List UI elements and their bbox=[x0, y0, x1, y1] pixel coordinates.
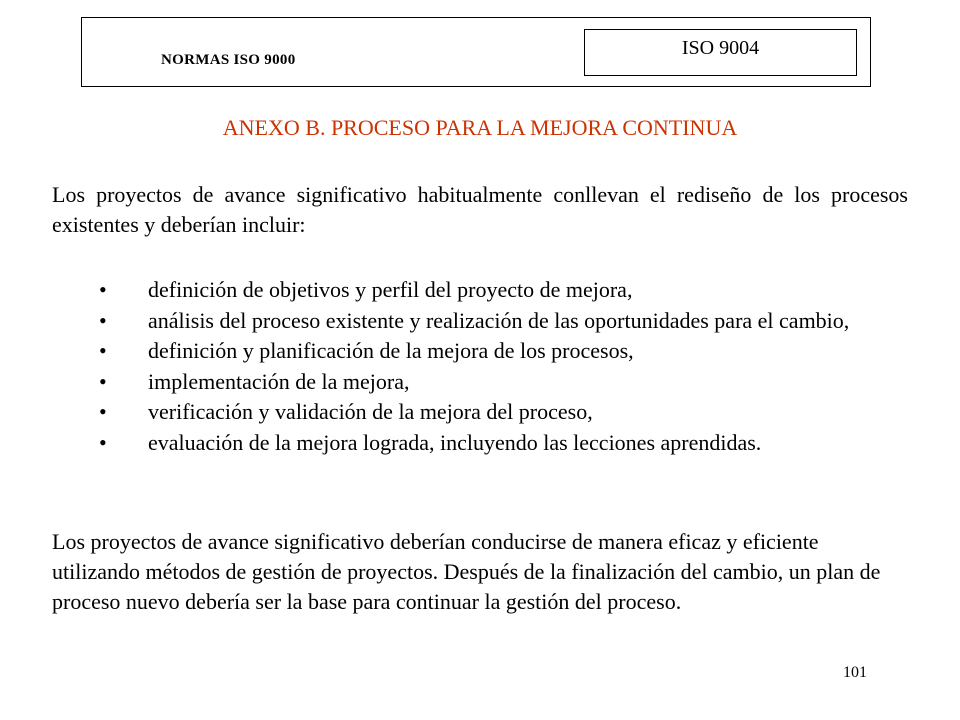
bullet-dot: • bbox=[99, 368, 107, 394]
section-title: ANEXO B. PROCESO PARA LA MEJORA CONTINUA bbox=[222, 115, 738, 140]
header-standard-label: NORMAS ISO 9000 bbox=[161, 52, 296, 68]
list-item-text: implementación de la mejora, bbox=[148, 368, 410, 394]
list-item-text: definición de objetivos y perfil del proyecto de mejora, bbox=[148, 277, 633, 302]
bullet-dot: • bbox=[99, 277, 107, 302]
intro-paragraph: Los proyectos de avance significativo habitualmente conllevan el rediseño de los procesos existentes y deberían incluir: bbox=[52, 182, 908, 237]
closing-paragraph: Los proyectos de avance significativo deberían conducirse de manera eficaz y eficiente utilizando métodos de gestión de proyectos. Después de la finalización del cambio, un plan de proceso nuevo debería ser la base para continuar la gestión del proceso. bbox=[52, 529, 881, 614]
header-box bbox=[81, 17, 871, 87]
bullet-dot: • bbox=[99, 399, 107, 424]
bullet-dot: • bbox=[99, 338, 107, 363]
page-number: 101 bbox=[843, 664, 867, 681]
list-item bbox=[52, 306, 908, 336]
bullet-dot: • bbox=[99, 307, 107, 333]
list-item bbox=[52, 275, 908, 305]
list-item-text: definición y planificación de la mejora de los procesos, bbox=[148, 338, 634, 363]
list-item-text: verificación y validación de la mejora del proceso, bbox=[148, 399, 593, 424]
list-item bbox=[52, 336, 908, 366]
list-item bbox=[52, 397, 908, 427]
header-document-label: ISO 9004 bbox=[584, 29, 857, 76]
bullet-dot: • bbox=[99, 429, 107, 455]
list-item bbox=[52, 367, 908, 397]
list-item-text: evaluación de la mejora lograda, incluyendo las lecciones aprendidas. bbox=[148, 429, 762, 455]
list-item bbox=[52, 428, 908, 458]
bullet-list bbox=[52, 275, 908, 458]
list-item-text: análisis del proceso existente y realización de las oportunidades para el cambio, bbox=[148, 307, 850, 333]
